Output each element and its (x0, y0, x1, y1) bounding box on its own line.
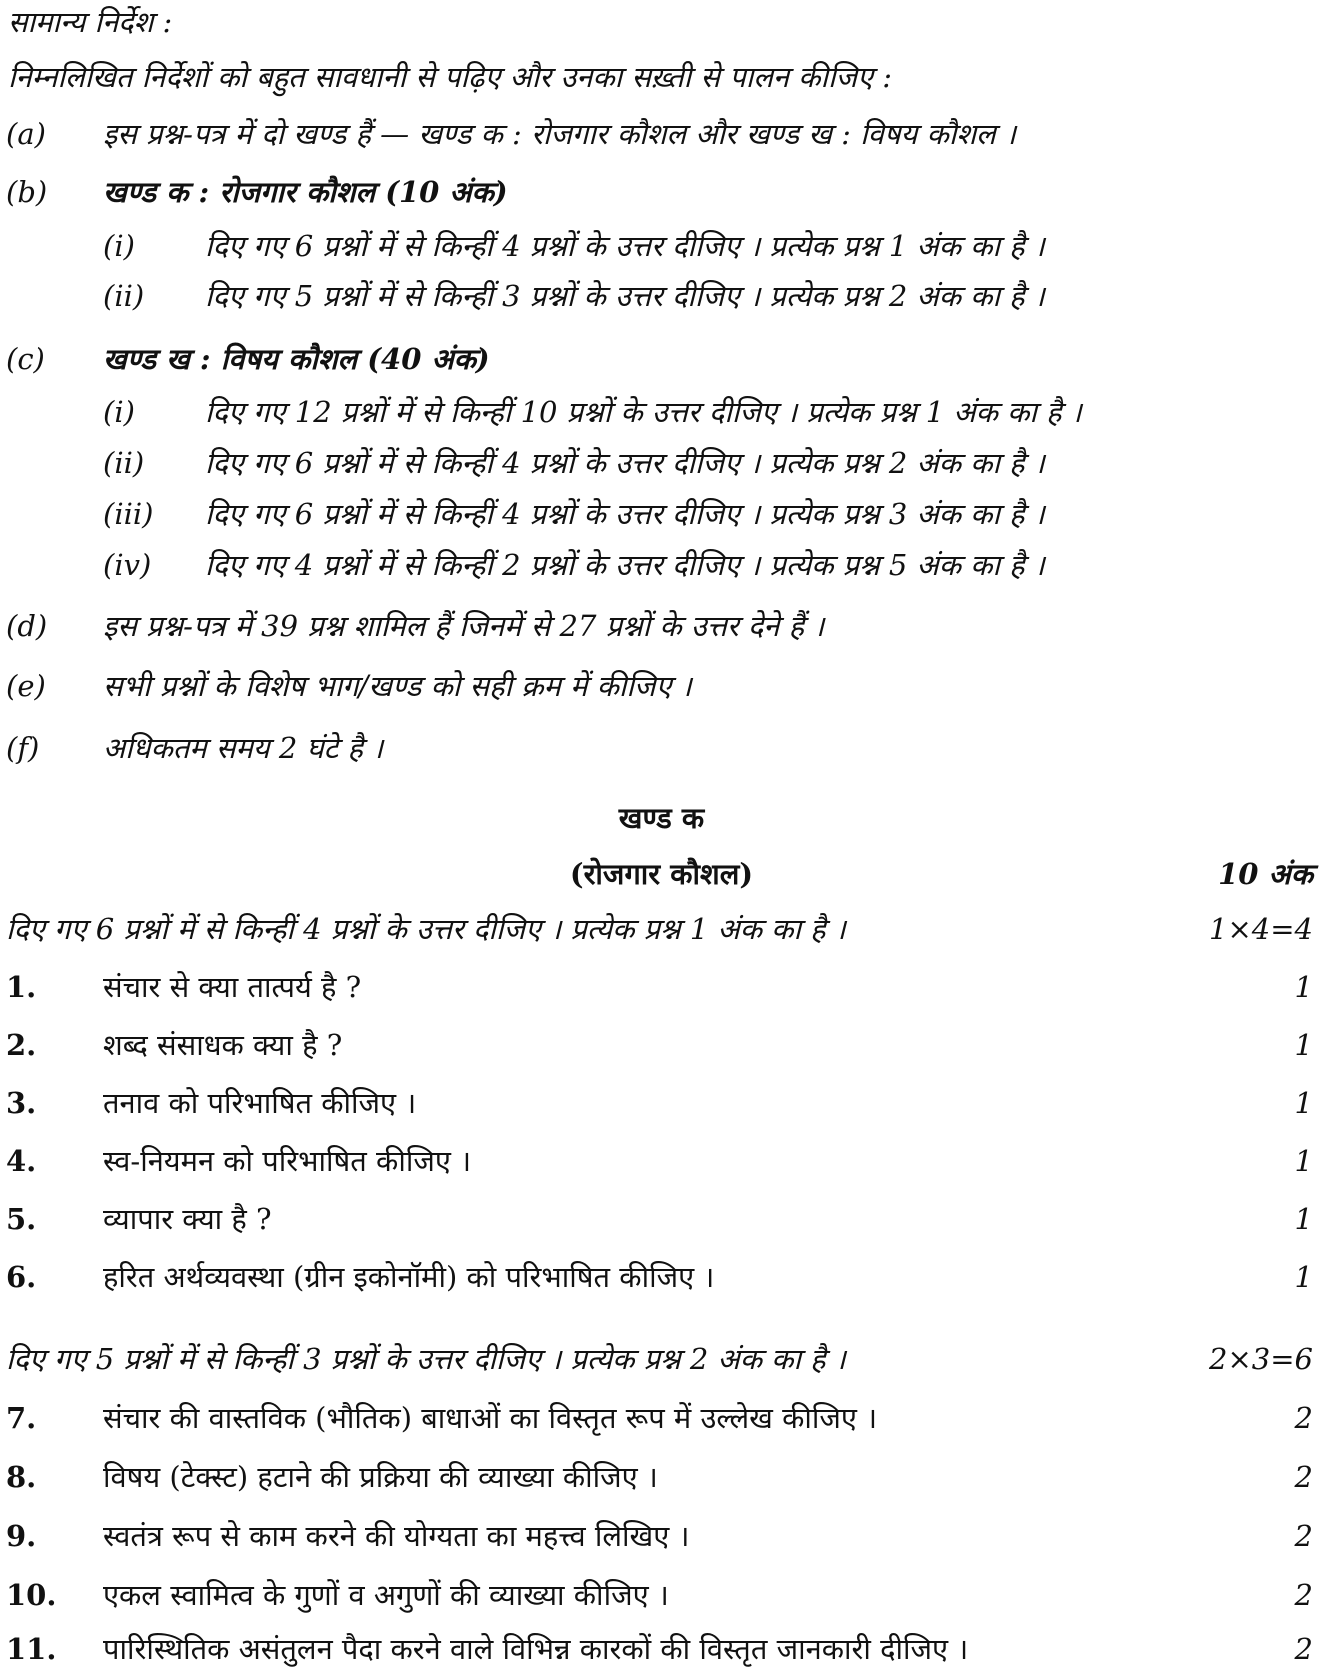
question-number: 7. (6, 1401, 37, 1435)
question-text: विषय (टेक्स्ट) हटाने की प्रक्रिया की व्याख्या कीजिए । (103, 1460, 658, 1494)
question-marks: 1 (1294, 970, 1313, 1004)
instruction-c-heading: खण्ड ख : विषय कौशल (40 अंक) (103, 342, 490, 376)
sub-text: दिए गए 6 प्रश्नों में से किन्हीं 4 प्रश्नों के उत्तर दीजिए । प्रत्येक प्रश्न 1 अंक का है । (205, 229, 1045, 263)
question-marks: 1 (1294, 1028, 1313, 1062)
question-row (0, 1396, 1323, 1440)
question-row (0, 965, 1323, 1009)
question-text: शब्द संसाधक क्या है ? (103, 1028, 343, 1062)
instruction-text: इस प्रश्न-पत्र में दो खण्ड हैं — खण्ड क : रोजगार कौशल और खण्ड ख : विषय कौशल । (103, 117, 1016, 151)
instruction-c-iv (0, 543, 1323, 587)
instruction-e (0, 664, 1323, 708)
question-row (0, 1081, 1323, 1125)
question-number: 9. (6, 1519, 37, 1553)
instruction-label: (b) (6, 175, 48, 209)
general-instructions-heading: सामान्य निर्देश : (8, 5, 173, 39)
question-text: हरित अर्थव्यवस्था (ग्रीन इकोनॉमी) को परिभाषित कीजिए । (103, 1260, 715, 1294)
question-marks: 1 (1294, 1086, 1313, 1120)
group2-instruction: दिए गए 5 प्रश्नों में से किन्हीं 3 प्रश्नों के उत्तर दीजिए । प्रत्येक प्रश्न 2 अंक का है । (6, 1342, 846, 1376)
general-intro-row (0, 55, 1323, 99)
question-number: 8. (6, 1460, 37, 1494)
question-number: 5. (6, 1202, 37, 1236)
question-row (0, 1023, 1323, 1067)
section-title-row (0, 796, 1323, 840)
question-marks: 1 (1294, 1202, 1313, 1236)
question-text: तनाव को परिभाषित कीजिए । (103, 1086, 417, 1120)
sub-label: (i) (103, 229, 135, 263)
question-marks: 1 (1294, 1260, 1313, 1294)
sub-label: (i) (103, 395, 135, 429)
instruction-label: (a) (6, 117, 46, 151)
instruction-text: सभी प्रश्नों के विशेष भाग/खण्ड को सही क्रम में कीजिए । (103, 669, 692, 703)
general-intro: निम्नलिखित निर्देशों को बहुत सावधानी से पढ़िए और उनका सख़्ती से पालन कीजिए : (8, 60, 893, 94)
sub-text: दिए गए 12 प्रश्नों में से किन्हीं 10 प्रश्नों के उत्तर दीजिए । प्रत्येक प्रश्न 1 अंक का है । (205, 395, 1082, 429)
question-text: स्व-नियमन को परिभाषित कीजिए । (103, 1144, 472, 1178)
instruction-label: (d) (6, 609, 48, 643)
question-row (0, 1627, 1323, 1671)
question-text: संचार की वास्तविक (भौतिक) बाधाओं का विस्तृत रूप में उल्लेख कीजिए । (103, 1401, 878, 1435)
question-marks: 2 (1294, 1401, 1313, 1435)
group1-instruction-row (0, 907, 1323, 951)
section-marks: 10 अंक (1218, 857, 1313, 891)
sub-label: (iv) (103, 548, 152, 582)
instruction-b-i (0, 224, 1323, 268)
question-number: 10. (6, 1578, 57, 1612)
question-marks: 1 (1294, 1144, 1313, 1178)
question-text: स्वतंत्र रूप से काम करने की योग्यता का महत्त्व लिखिए । (103, 1519, 690, 1553)
instruction-b-heading: खण्ड क : रोजगार कौशल (10 अंक) (103, 175, 508, 209)
section-title: खण्ड क (618, 801, 705, 835)
instruction-c-i (0, 390, 1323, 434)
instruction-text: अधिकतम समय 2 घंटे है । (103, 731, 384, 765)
question-marks: 2 (1294, 1632, 1313, 1666)
question-number: 11. (6, 1632, 57, 1666)
group1-total: 1×4=4 (1209, 912, 1313, 946)
question-row (0, 1255, 1323, 1299)
instruction-text: इस प्रश्न-पत्र में 39 प्रश्न शामिल हैं जिनमें से 27 प्रश्नों के उत्तर देने हैं । (103, 609, 825, 643)
instruction-f (0, 726, 1323, 770)
question-number: 1. (6, 970, 37, 1004)
question-marks: 2 (1294, 1460, 1313, 1494)
instruction-label: (e) (6, 669, 46, 703)
instruction-d (0, 604, 1323, 648)
question-row (0, 1514, 1323, 1558)
question-number: 2. (6, 1028, 37, 1062)
question-marks: 2 (1294, 1578, 1313, 1612)
question-text: एकल स्वामित्व के गुणों व अगुणों की व्याख्या कीजिए । (103, 1578, 669, 1612)
instruction-c-iii (0, 492, 1323, 536)
instruction-c-ii (0, 441, 1323, 485)
instruction-label: (f) (6, 731, 40, 765)
question-text: संचार से क्या तात्पर्य है ? (103, 970, 362, 1004)
sub-label: (ii) (103, 446, 145, 480)
instruction-c (0, 337, 1323, 381)
sub-text: दिए गए 5 प्रश्नों में से किन्हीं 3 प्रश्नों के उत्तर दीजिए । प्रत्येक प्रश्न 2 अंक का है । (205, 279, 1045, 313)
instruction-b-ii (0, 274, 1323, 318)
section-subtitle-row (0, 852, 1323, 896)
question-text: व्यापार क्या है ? (103, 1202, 272, 1236)
sub-text: दिए गए 6 प्रश्नों में से किन्हीं 4 प्रश्नों के उत्तर दीजिए । प्रत्येक प्रश्न 3 अंक का है । (205, 497, 1045, 531)
sub-label: (iii) (103, 497, 154, 531)
instruction-b (0, 170, 1323, 214)
question-marks: 2 (1294, 1519, 1313, 1553)
sub-label: (ii) (103, 279, 145, 313)
sub-text: दिए गए 6 प्रश्नों में से किन्हीं 4 प्रश्नों के उत्तर दीजिए । प्रत्येक प्रश्न 2 अंक का है । (205, 446, 1045, 480)
group1-instruction: दिए गए 6 प्रश्नों में से किन्हीं 4 प्रश्नों के उत्तर दीजिए । प्रत्येक प्रश्न 1 अंक का है । (6, 912, 846, 946)
question-row (0, 1139, 1323, 1183)
general-instructions-heading-row (0, 0, 1323, 44)
question-number: 6. (6, 1260, 37, 1294)
question-number: 3. (6, 1086, 37, 1120)
question-row (0, 1573, 1323, 1617)
question-row (0, 1455, 1323, 1499)
section-subtitle: (रोजगार कौशल) (569, 857, 754, 891)
group2-instruction-row (0, 1337, 1323, 1381)
instruction-label: (c) (6, 342, 45, 376)
group2-total: 2×3=6 (1209, 1342, 1313, 1376)
question-row (0, 1197, 1323, 1241)
sub-text: दिए गए 4 प्रश्नों में से किन्हीं 2 प्रश्नों के उत्तर दीजिए । प्रत्येक प्रश्न 5 अंक का है । (205, 548, 1045, 582)
question-number: 4. (6, 1144, 37, 1178)
instruction-a (0, 112, 1323, 156)
question-text: पारिस्थितिक असंतुलन पैदा करने वाले विभिन्न कारकों की विस्तृत जानकारी दीजिए । (103, 1632, 969, 1666)
